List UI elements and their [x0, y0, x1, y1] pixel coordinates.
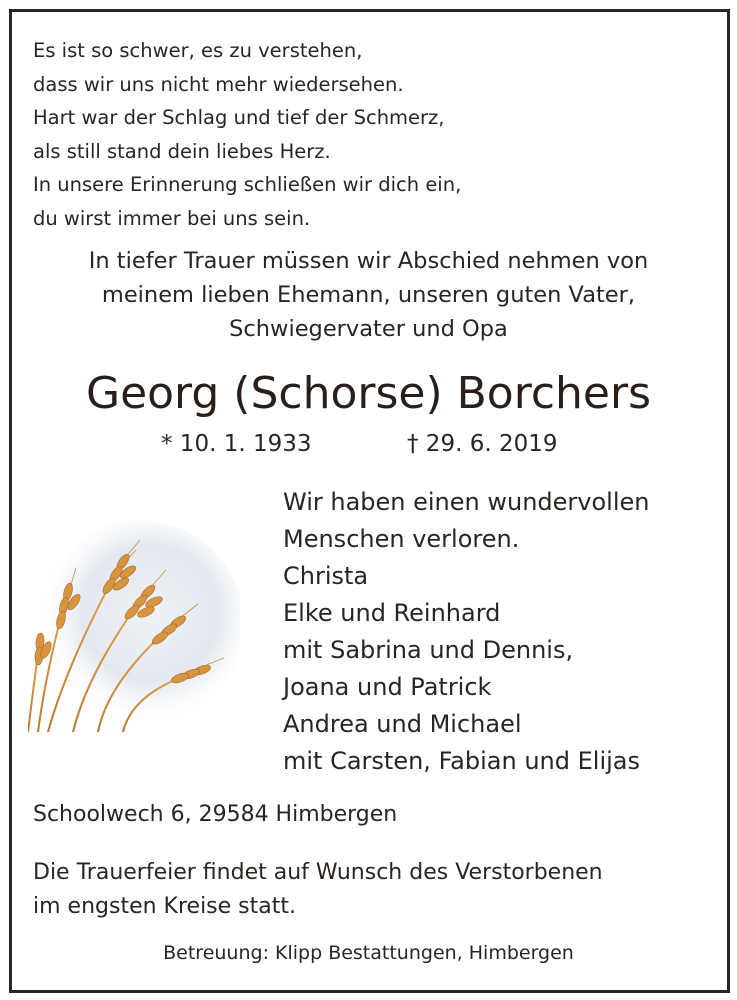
- poem-line: als still stand dein liebes Herz.: [33, 139, 331, 163]
- mourner-line: mit Sabrina und Dennis,: [283, 636, 574, 664]
- wheat-ears-illustration: [28, 520, 240, 732]
- mourner-line: Joana und Patrick: [283, 673, 492, 701]
- poem-line: Hart war der Schlag und tief der Schmerz,: [33, 106, 445, 129]
- mourners-list: [283, 484, 650, 780]
- poem-line: In unsere Erinnerung schließen wir dich ein,: [33, 173, 462, 196]
- intro-text: [0, 244, 737, 346]
- mourner-line: Andrea und Michael: [283, 710, 522, 738]
- intro-line: meinem lieben Ehemann, unseren guten Vater,: [101, 282, 636, 308]
- mourner-line: Menschen verloren.: [283, 525, 520, 553]
- address: Schoolwech 6, 29584 Himbergen: [33, 802, 398, 827]
- funeral-service-note: [33, 856, 603, 924]
- service-line: Die Trauerfeier findet auf Wunsch des Verstorbenen: [33, 860, 603, 885]
- mourner-line: Wir haben einen wundervollen: [283, 488, 650, 516]
- deceased-name: Georg (Schorse) Borchers: [85, 368, 652, 419]
- mourner-line: Christa: [283, 562, 369, 590]
- poem: [33, 34, 461, 235]
- birth-date: * 10. 1. 1933: [161, 431, 312, 457]
- intro-line: Schwiegervater und Opa: [229, 316, 508, 342]
- poem-line: du wirst immer bei uns sein.: [33, 206, 311, 230]
- poem-line: dass wir uns nicht mehr wiedersehen.: [33, 72, 404, 96]
- service-line: im engsten Kreise statt.: [33, 894, 296, 919]
- poem-line: Es ist so schwer, es zu verstehen,: [33, 39, 363, 62]
- death-date: † 29. 6. 2019: [407, 431, 558, 457]
- intro-line: In tiefer Trauer müssen wir Abschied nehmen von: [88, 248, 649, 274]
- mourner-line: Elke und Reinhard: [283, 599, 501, 627]
- mourner-line: mit Carsten, Fabian und Elijas: [283, 747, 640, 775]
- funeral-home: Betreuung: Klipp Bestattungen, Himbergen: [163, 942, 574, 964]
